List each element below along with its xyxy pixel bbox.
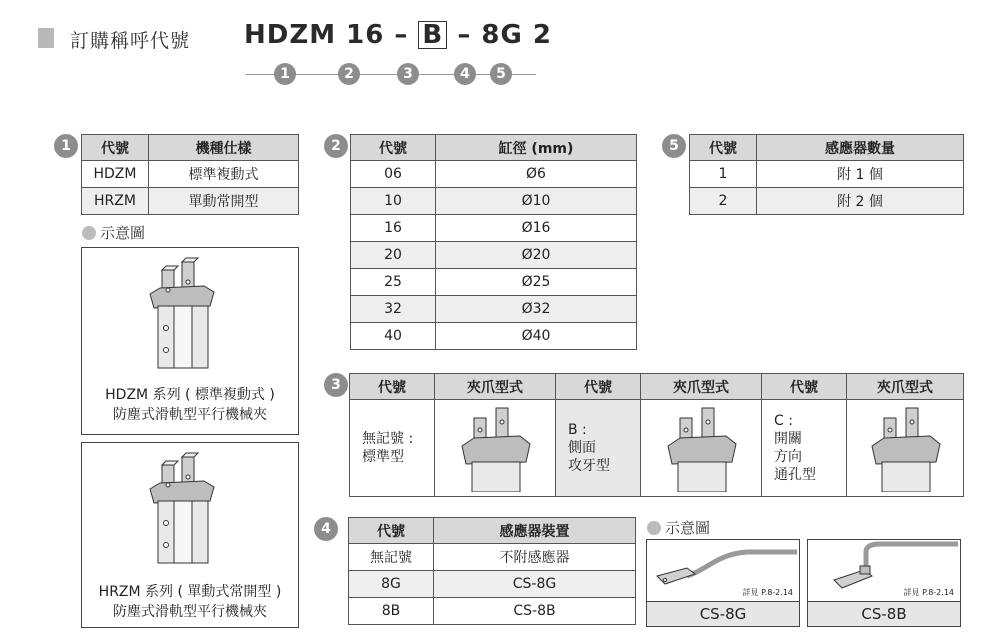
- header-bar: [38, 28, 54, 48]
- jaw-code-standard: [350, 400, 435, 497]
- table-header: 代號: [351, 135, 436, 161]
- sensor-figure-cs8g: [646, 539, 800, 627]
- code-line: 側面: [568, 440, 596, 456]
- table-header: 代號: [350, 374, 435, 400]
- jaw-illustration-cell: [641, 400, 762, 497]
- table-cell: 40: [351, 323, 436, 350]
- table-cell: 10: [351, 188, 436, 215]
- table-cell: Ø6: [436, 161, 637, 188]
- jaw-code-through-hole: [762, 400, 847, 497]
- table-cell: 16: [351, 215, 436, 242]
- table-cell: 06: [351, 161, 436, 188]
- table-row: [351, 323, 637, 350]
- table-header: 夾爪型式: [847, 374, 964, 400]
- table-row: [351, 269, 637, 296]
- table-cell: CS-8B: [434, 598, 636, 625]
- table-cell: 不附感應器: [434, 544, 636, 571]
- bullet-dot: [82, 226, 96, 240]
- table-cell: 附 1 個: [757, 161, 964, 188]
- figure-hdzm: [81, 247, 299, 435]
- table-header: 代號: [349, 518, 434, 544]
- code-line: C :: [774, 413, 793, 429]
- table-jaw-type: [349, 373, 964, 497]
- table-cell: HDZM: [82, 161, 149, 188]
- gripper-illustration: [82, 443, 298, 579]
- table-header: 機種仕樣: [149, 135, 299, 161]
- jaw-illustration: [450, 400, 540, 492]
- jaw-illustration: [656, 400, 746, 492]
- table-cell: Ø20: [436, 242, 637, 269]
- table-header: 代號: [690, 135, 757, 161]
- table-row: [351, 215, 637, 242]
- table-row: [349, 544, 636, 571]
- table-row: [349, 598, 636, 625]
- model-code: [244, 20, 552, 50]
- table-header: 夾爪型式: [641, 374, 762, 400]
- badge-3: 3: [324, 373, 348, 397]
- table-cell: 8G: [349, 571, 434, 598]
- reference-note: 詳見 P.8-2.14: [903, 588, 954, 597]
- index-circle-4: 4: [454, 63, 476, 85]
- table-row: [351, 242, 637, 269]
- diagram-title: [647, 517, 710, 538]
- diagram-title-text: 示意圖: [665, 519, 711, 537]
- page-title: 訂購稱呼代號: [70, 30, 191, 52]
- sensor-caption: CS-8B: [808, 601, 960, 626]
- badge-4: 4: [314, 517, 338, 541]
- table-sensor-quantity: [689, 134, 964, 215]
- table-row: [690, 188, 964, 215]
- table-cell: 標準複動式: [149, 161, 299, 188]
- table-cell: 25: [351, 269, 436, 296]
- index-circle-2: 2: [338, 63, 360, 85]
- jaw-code-side-tap: [556, 400, 641, 497]
- table-header: 夾爪型式: [435, 374, 556, 400]
- table-cell: 32: [351, 296, 436, 323]
- table-model-type: [81, 134, 299, 215]
- jaw-illustration-cell: [847, 400, 964, 497]
- diagram-title: [82, 222, 145, 243]
- bullet-dot: [647, 521, 661, 535]
- code-line: 無記號 :: [362, 431, 414, 447]
- diagram-title-text: 示意圖: [100, 224, 146, 242]
- table-header: 感應器數量: [757, 135, 964, 161]
- figure-caption-line1: HRZM 系列 ( 單動式常開型 ): [98, 584, 282, 600]
- table-row: [351, 188, 637, 215]
- model-code-boxed: B: [418, 21, 447, 49]
- table-cell: 20: [351, 242, 436, 269]
- model-code-suffix: – 8G 2: [457, 20, 552, 50]
- table-cell: Ø32: [436, 296, 637, 323]
- table-header: 代號: [762, 374, 847, 400]
- sensor-caption: CS-8G: [647, 601, 799, 626]
- table-cell: Ø16: [436, 215, 637, 242]
- table-row: [351, 296, 637, 323]
- index-circle-1: 1: [274, 63, 296, 85]
- figure-hrzm: [81, 442, 299, 628]
- index-circle-3: 3: [397, 63, 419, 85]
- table-header: 缸徑 (mm): [436, 135, 637, 161]
- figure-caption-line2: 防塵式滑軌型平行機械夾: [113, 407, 267, 423]
- jaw-illustration: [860, 400, 950, 492]
- table-row: [82, 188, 299, 215]
- table-cell: 2: [690, 188, 757, 215]
- code-line: 攻牙型: [568, 458, 610, 474]
- code-line: 通孔型: [774, 467, 816, 483]
- table-cell: 單動常開型: [149, 188, 299, 215]
- table-row: [349, 571, 636, 598]
- figure-caption-line1: HDZM 系列 ( 標準複動式 ): [105, 387, 275, 403]
- badge-2: 2: [324, 134, 348, 158]
- reference-note: 詳見 P.8-2.14: [742, 588, 793, 597]
- table-bore-size: [350, 134, 637, 350]
- jaw-illustration-cell: [435, 400, 556, 497]
- table-cell: HRZM: [82, 188, 149, 215]
- table-sensor-device: [348, 517, 636, 625]
- code-line: 開關: [774, 431, 802, 447]
- code-line: 標準型: [362, 449, 404, 465]
- table-cell: Ø10: [436, 188, 637, 215]
- badge-5: 5: [662, 134, 686, 158]
- table-cell: Ø25: [436, 269, 637, 296]
- code-line: 方向: [774, 449, 802, 465]
- table-row: [350, 400, 964, 497]
- figure-caption-line2: 防塵式滑軌型平行機械夾: [113, 604, 267, 620]
- badge-1: 1: [54, 134, 78, 158]
- table-cell: 8B: [349, 598, 434, 625]
- gripper-illustration: [82, 248, 298, 386]
- index-circle-5: 5: [490, 63, 512, 85]
- table-row: [82, 161, 299, 188]
- table-cell: 1: [690, 161, 757, 188]
- table-row: [351, 161, 637, 188]
- table-header: 感應器裝置: [434, 518, 636, 544]
- table-row: [690, 161, 964, 188]
- table-header: 代號: [556, 374, 641, 400]
- code-line: B :: [568, 422, 587, 438]
- sensor-figure-cs8b: [807, 539, 961, 627]
- table-header: 代號: [82, 135, 149, 161]
- model-code-prefix: HDZM 16 –: [244, 20, 409, 50]
- table-cell: 附 2 個: [757, 188, 964, 215]
- table-cell: CS-8G: [434, 571, 636, 598]
- table-cell: Ø40: [436, 323, 637, 350]
- table-cell: 無記號: [349, 544, 434, 571]
